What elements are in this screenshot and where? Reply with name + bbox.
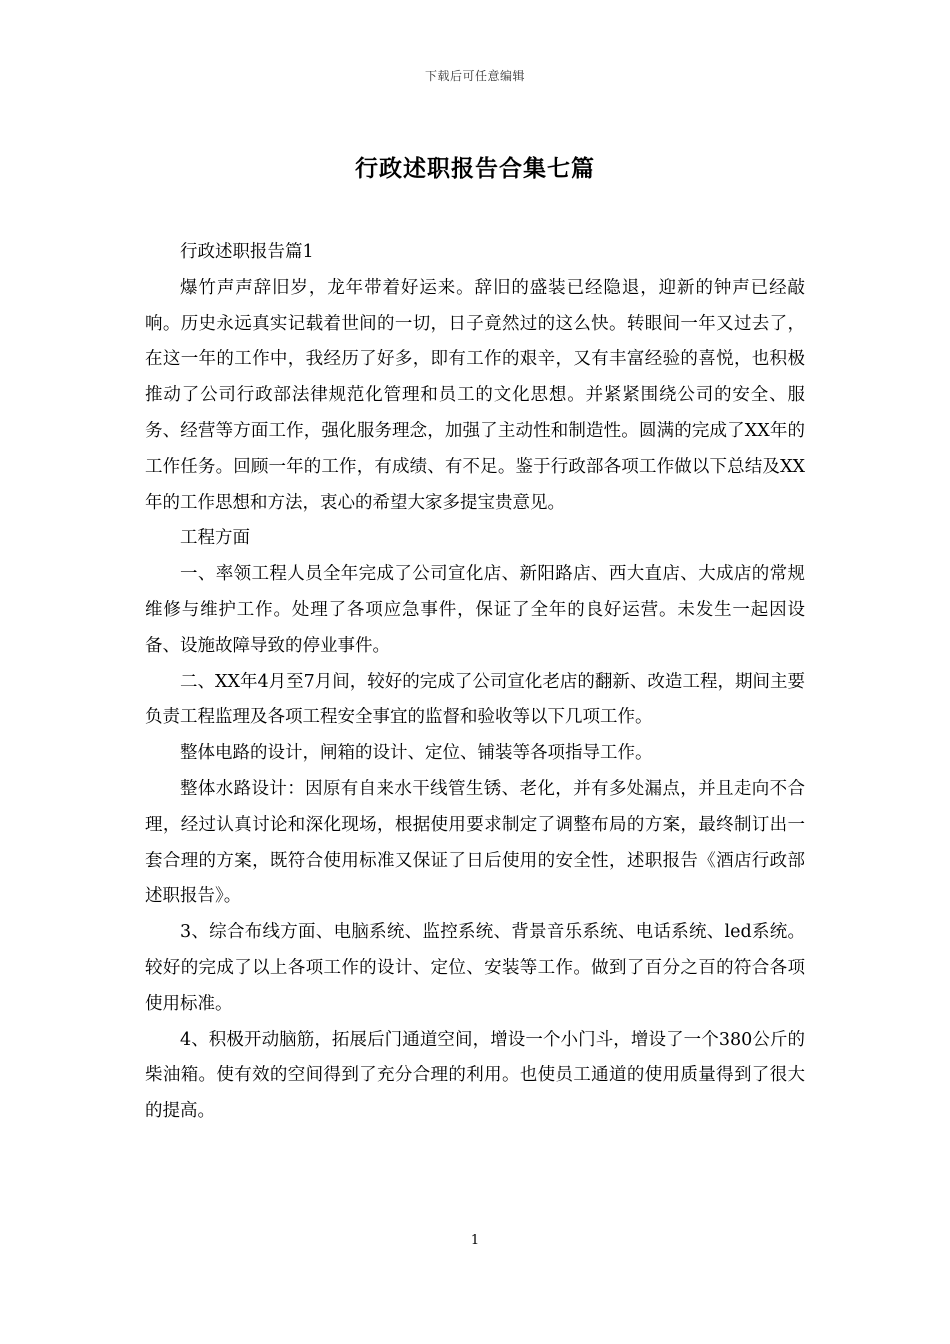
paragraph: 一、率领工程人员全年完成了公司宣化店、新阳路店、西大直店、大成店的常规维修与维护工作。处理了各项应急事件，保证了全年的良好运营。未发生一起因设备、设施故障导致的停业事件。 — [145, 564, 805, 656]
paragraph: 3、综合布线方面、电脑系统、监控系统、背景音乐系统、电话系统、led系统。较好的完成了以上各项工作的设计、定位、安装等工作。做到了百分之百的符合各项使用标准。 — [145, 922, 805, 1014]
paragraph: 爆竹声声辞旧岁，龙年带着好运来。辞旧的盛装已经隐退，迎新的钟声已经敲响。历史永远真实记载着世间的一切，日子竟然过的这么快。转眼间一年又过去了，在这一年的工作中，我经历了好多，即有工作的艰辛，又有丰富经验的喜悦，也积极推动了公司行政部法律规范化管理和员工的文化思想。并紧紧围绕公司的安全、服务、经营等方面工作，强化服务理念，加强了主动性和制造性。圆满的完成了XX年的工作任务。回顾一年的工作，有成绩、有不足。鉴于行政部各项工作做以下总结及XX年的工作思想和方法，衷心的希望大家多提宝贵意见。 — [145, 277, 805, 513]
paragraph: 4、积极开动脑筋，拓展后门通道空间，增设一个小门斗，增设了一个380公斤的柴油箱。使有效的空间得到了充分合理的利用。也使员工通道的使用质量得到了很大的提高。 — [145, 1029, 805, 1122]
section-heading: 工程方面 — [180, 528, 250, 549]
paragraph: 整体电路的设计，闸箱的设计、定位、铺装等各项指导工作。 — [180, 743, 653, 764]
section-heading: 行政述职报告篇1 — [180, 242, 314, 262]
header-note: 下载后可任意编辑 — [424, 69, 525, 83]
paragraph: 整体水路设计：因原有自来水干线管生锈、老化，并有多处漏点，并且走向不合理，经过认真讨论和深化现场，根据使用要求制定了调整布局的方案，最终制订出一套合理的方案，既符合使用标准又保证了日后使用的安全性，述职报告《酒店行政部述职报告》。 — [145, 778, 805, 907]
document-body — [145, 235, 805, 1130]
paragraph: 二、XX年4月至7月间，较好的完成了公司宣化老店的翻新、改造工程，期间主要负责工程监理及各项工程安全事宜的监督和验收等以下几项工作。 — [145, 671, 805, 728]
page-number: 1 — [470, 1233, 480, 1248]
document-title: 行政述职报告合集七篇 — [355, 156, 595, 182]
